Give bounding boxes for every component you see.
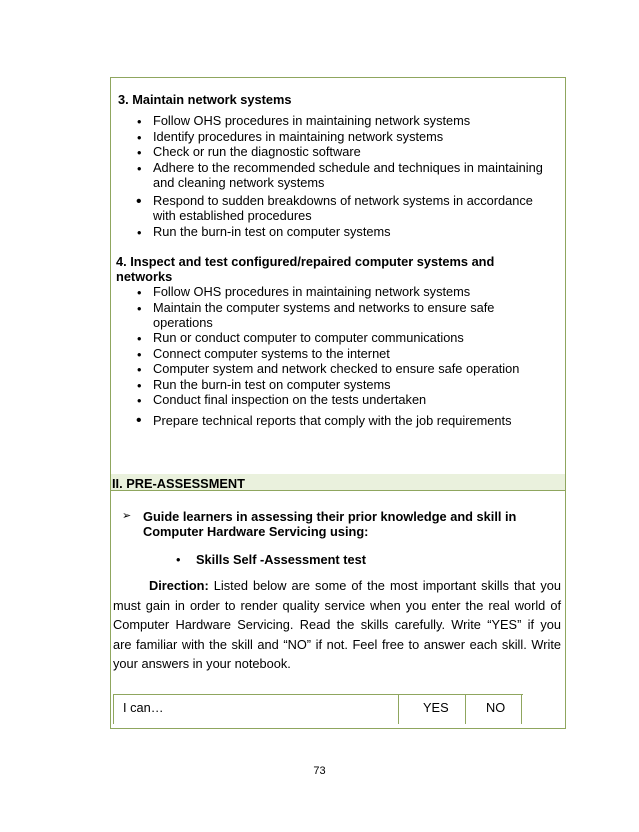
section4-item: Connect computer systems to the internet [153,346,390,361]
bullet-icon [137,130,141,145]
section3-item: Adhere to the recommended schedule and techniques in maintaining [153,160,543,175]
section4-heading-continued: networks [116,269,173,284]
page-number: 73 [313,765,326,777]
bullet-icon [137,285,141,300]
section3-item: Run the burn-in test on computer systems [153,224,391,239]
section3-heading: 3. Maintain network systems [118,92,292,107]
bullet-icon [137,362,141,377]
direction-line-5: your answers in your notebook. [113,656,291,671]
section3-item: Check or run the diagnostic software [153,144,361,159]
skills-self-assessment-item: Skills Self -Assessment test [196,552,366,567]
section3-item: Respond to sudden breakdowns of network systems in accordance [153,193,533,208]
bullet-icon [137,331,141,346]
bullet-icon [137,114,141,129]
section3-item: Follow OHS procedures in maintaining network systems [153,113,471,128]
bullet-icon [137,393,141,408]
bullet-icon [137,301,141,316]
bullet-icon [176,552,180,567]
section3-item-continued: with established procedures [153,208,312,223]
section4-item: Follow OHS procedures in maintaining network systems [153,284,471,299]
direction-line-2: must gain in order to render quality service when you enter the real world of [113,597,561,613]
guide-text-continued: Computer Hardware Servicing using: [143,524,369,539]
bullet-icon [137,347,141,362]
pre-assessment-header: II. PRE-ASSESSMENT [112,476,245,491]
section4-item: Maintain the computer systems and networks to ensure safe [153,300,495,315]
arrow-bullet-icon: ➢ [122,510,132,522]
guide-text: Guide learners in assessing their prior knowledge and skill in [143,509,517,524]
bullet-icon [137,161,141,176]
section4-item-continued: operations [153,315,213,330]
section4-item: Run or conduct computer to computer communications [153,330,464,345]
direction-text: Listed below are some of the most important skills that you [208,578,561,593]
section4-item: Prepare technical reports that comply with the job requirements [153,413,512,428]
bullet-icon [137,145,141,160]
section4-item: Run the burn-in test on computer systems [153,377,391,392]
direction-label: Direction: [149,578,209,593]
skills-table-header-row [113,694,523,724]
section3-item: Identify procedures in maintaining network systems [153,129,444,144]
section4-heading: 4. Inspect and test configured/repaired computer systems and [116,254,495,269]
bullet-icon [137,225,141,240]
section3-item-continued: and cleaning network systems [153,175,325,190]
direction-line-3: Computer Hardware Servicing. Read the skills carefully. Write “YES” if you [113,617,561,632]
col-header-i-can: I can… [114,695,399,724]
col-header-yes: YES [399,695,466,724]
col-header-no: NO [466,695,522,724]
section4-item: Conduct final inspection on the tests undertaken [153,392,427,407]
section4-item: Computer system and network checked to ensure safe operation [153,361,520,376]
bullet-icon [137,378,141,393]
bullet-icon [136,413,142,428]
bullet-icon [136,194,142,209]
direction-paragraph [113,576,561,674]
direction-line-1 [113,576,561,596]
direction-line-4: are familiar with the skill and “NO” if not. Feel free to answer each skill. Write [113,636,561,652]
